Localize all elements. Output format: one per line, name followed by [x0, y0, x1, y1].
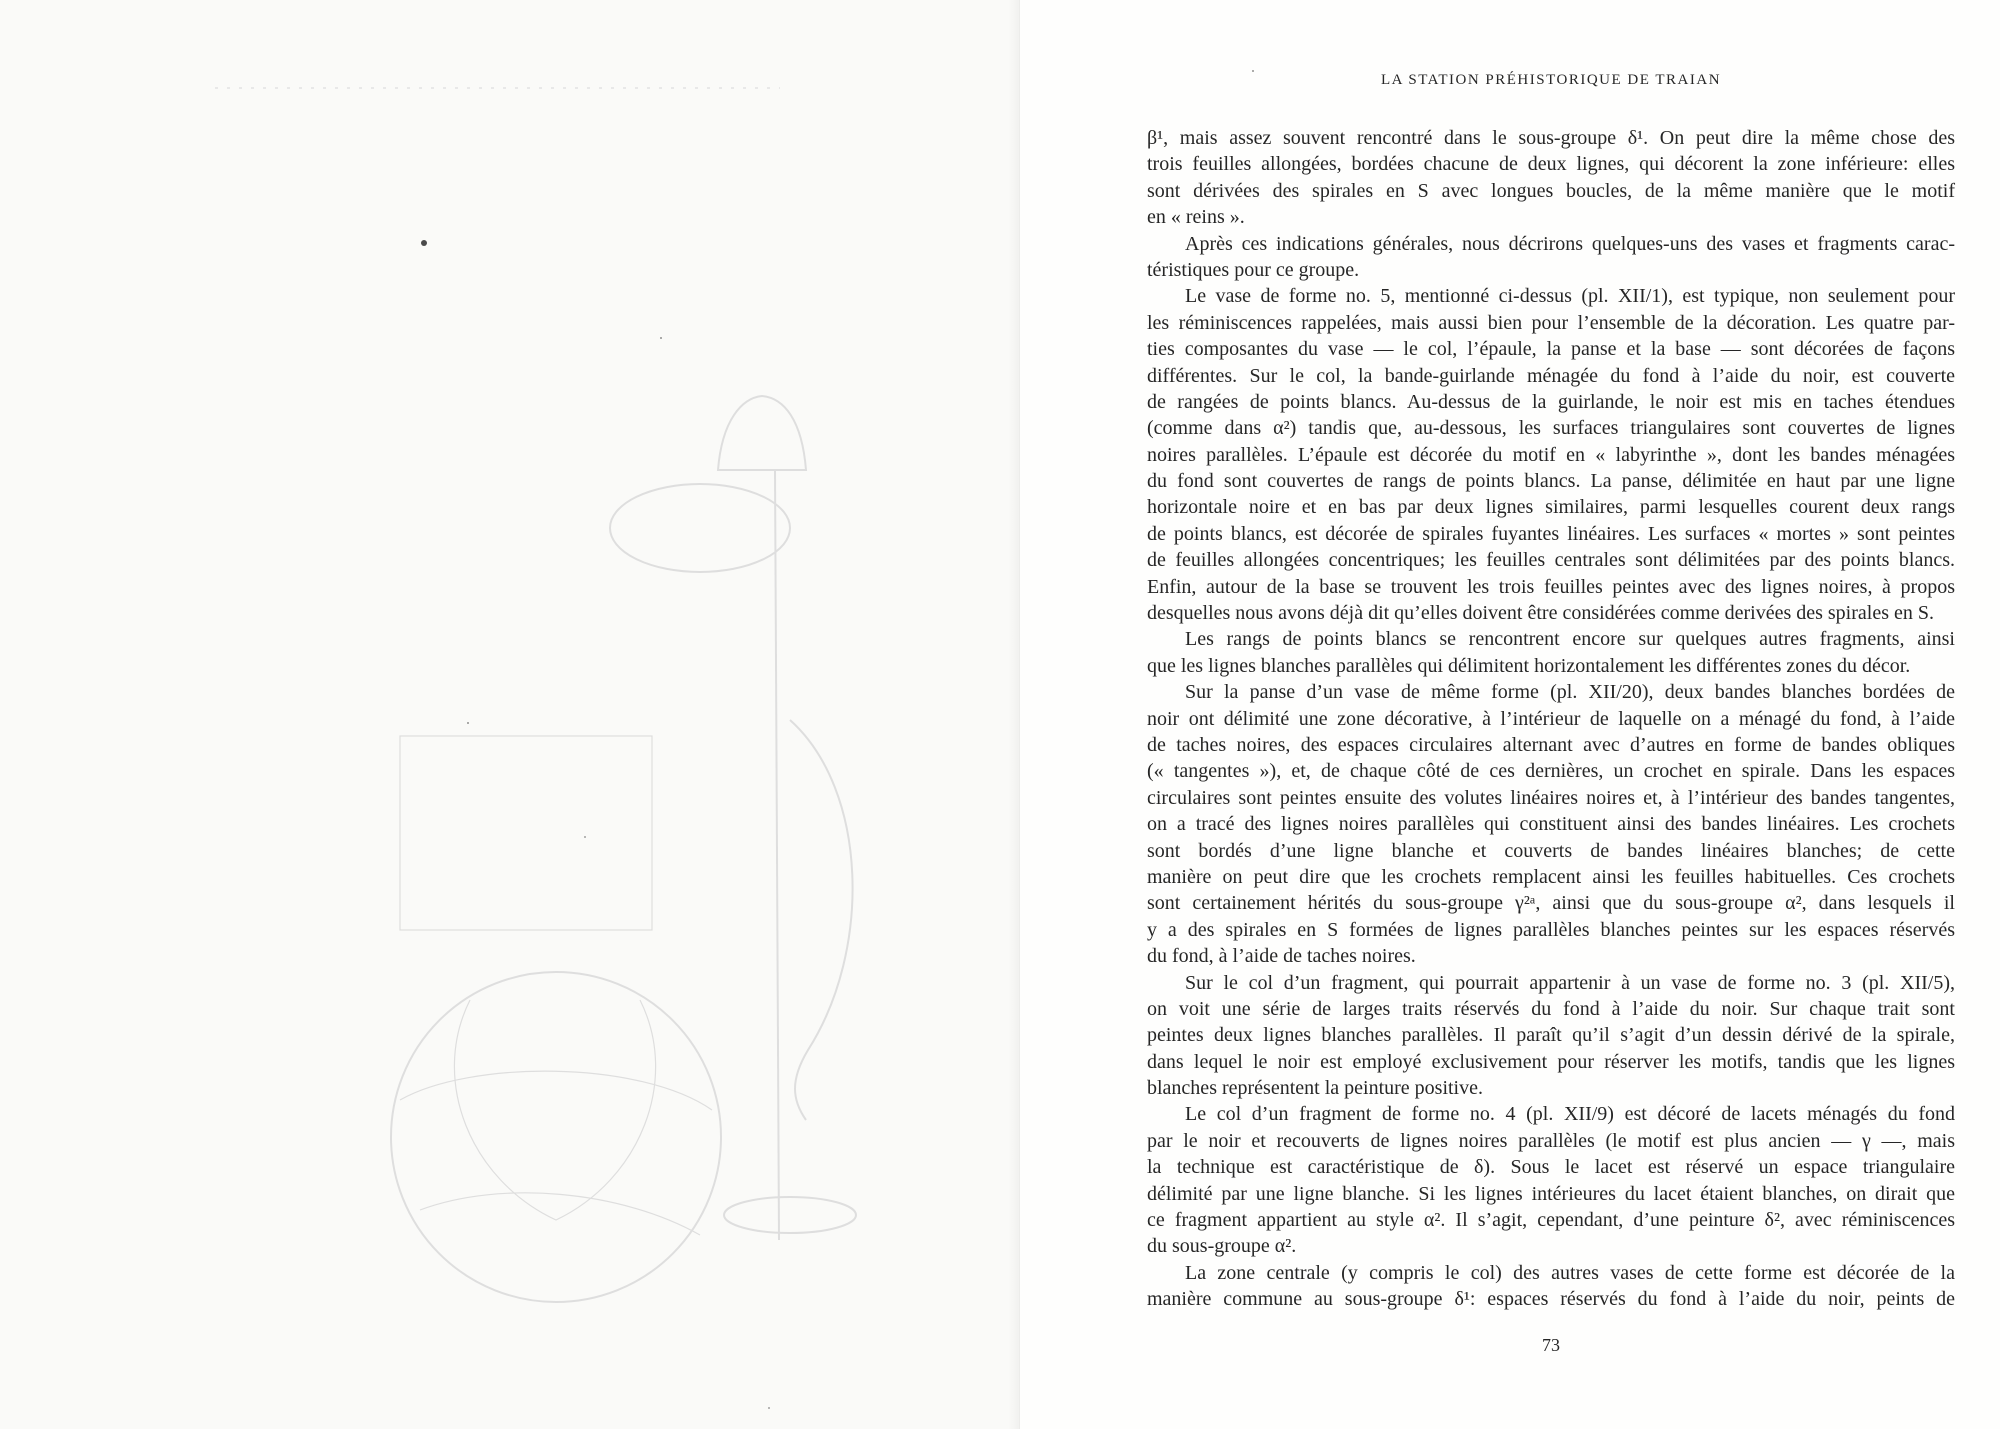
paragraph: [1147, 679, 1955, 969]
text-line: les réminiscences rappelées, mais aussi bien pour l’ensemble de la décoration. Les quatre par-: [1147, 311, 1955, 334]
ink-speck: [584, 836, 586, 838]
text-line: sont dérivées des spirales en S avec longues boucles, de la même manière que le motif: [1147, 179, 1955, 202]
ink-speck: [660, 337, 662, 339]
paragraph: [1147, 283, 1955, 626]
ghost-sphere-band: [400, 1071, 712, 1110]
ghost-cap: [610, 484, 790, 572]
ghost-base: [724, 1197, 856, 1233]
ghost-panel: [400, 736, 652, 930]
text-line: noir ont délimité une zone décorative, à l’intérieur de laquelle on a ménagé du fond, à l’aide: [1147, 707, 1955, 730]
text-line: que les lignes blanches parallèles qui délimitent horizontalement les différentes zones du décor.: [1147, 654, 1911, 677]
text-line: β¹, mais assez souvent rencontré dans le sous-groupe δ¹. On peut dire la même chose des: [1147, 127, 1955, 149]
text-line: différentes. Sur le col, la bande-guirlande ménagée du fond à l’aide du noir, est couverte: [1147, 364, 1955, 387]
text-line: ce fragment appartient au style α². Il s’agit, cependant, d’une peinture δ², avec réminiscences: [1147, 1209, 1955, 1232]
text-line: Enfin, autour de la base se trouvent les trois feuilles peintes avec des lignes noires, à propos: [1147, 575, 1955, 598]
text-line: circulaires sont peintes ensuite des volutes linéaires noires et, à l’intérieur des bandes tangentes,: [1147, 786, 1955, 809]
paragraph: [1147, 125, 1955, 231]
text-line: blanches représentent la peinture positive.: [1147, 1077, 1483, 1100]
text-line: La zone centrale (y compris le col) des autres vases de cette forme est décorée de la: [1185, 1261, 1955, 1284]
text-block: [1147, 125, 1955, 1313]
ghost-sphere-lobe: [454, 1000, 655, 1220]
ghost-dome: [718, 396, 806, 470]
text-line: du sous-groupe α².: [1147, 1235, 1297, 1258]
ink-speck: [768, 1407, 770, 1409]
text-line: dans lequel le noir est employé exclusivement pour réserver les motifs, tandis que les lignes: [1147, 1050, 1955, 1073]
text-line: y a des spirales en S formées de lignes parallèles blanches peintes sur les espaces réservés: [1147, 918, 1955, 941]
ink-speck: [421, 240, 427, 246]
text-line: la technique est caractéristique de δ). Sous le lacet est réservé un espace triangulaire: [1147, 1156, 1955, 1179]
page-number: 73: [1542, 1335, 1560, 1355]
text-line: trois feuilles allongées, bordées chacune de deux lignes, qui décorent la zone inférieure: elles: [1147, 153, 1955, 176]
text-line: manière on peut dire que les crochets remplacent ainsi les feuilles habituelles. Ces crochets: [1147, 865, 1955, 888]
paragraph: [1147, 626, 1955, 679]
text-line: on voit une série de larges traits réservés du fond à l’aide du noir. Sur chaque trait sont: [1147, 997, 1955, 1020]
ink-speck: [467, 722, 469, 724]
text-line: de feuilles allongées concentriques; les feuilles centrales sont délimitées par des points blancs.: [1147, 549, 1955, 572]
text-line: horizontale noire et en bas par deux lignes similaires, parmi lesquelles courent deux rangs: [1147, 496, 1955, 519]
text-line: du fond sont couvertes de rangs de points blancs. La panse, délimitée en haut par une ligne: [1147, 470, 1955, 493]
paragraph: [1147, 970, 1955, 1102]
text-line: de taches noires, des espaces circulaires alternant avec d’autres en forme de bandes obliques: [1147, 733, 1955, 756]
text-line: Sur la panse d’un vase de même forme (pl. XII/20), deux bandes blanches bordées de: [1185, 681, 1955, 704]
text-line: desquelles nous avons déjà dit qu’elles doivent être considérées comme derivées des spirales en S.: [1147, 602, 1934, 625]
text-line: téristiques pour ce groupe.: [1147, 258, 1360, 281]
text-line: de points blancs, est décorée de spirales fuyantes linéaires. Les surfaces « mortes » sont peintes: [1147, 522, 1955, 545]
text-line: peintes deux lignes blanches parallèles. Il paraît qu’il s’agit d’un dessin dérivé de la spirale,: [1147, 1024, 1955, 1047]
text-line: (« tangentes »), et, de chaque côté de ces dernières, un crochet en spirale. Dans les espaces: [1147, 760, 1955, 783]
text-line: sont bordés d’une ligne blanche et couverts de bandes linéaires blanches; de cette: [1147, 839, 1955, 862]
text-line: sont certainement hérités du sous-groupe γ²ᵃ, ainsi que du sous-groupe α², dans lesquels il: [1147, 892, 1955, 915]
text-line: de rangées de points blancs. Au-dessus de la guirlande, le noir est mis en taches étendues: [1147, 390, 1955, 413]
text-line: par le noir et recouverts de lignes noires parallèles (le motif est plus ancien — γ —, mais: [1147, 1129, 1955, 1152]
ghost-sphere: [391, 972, 721, 1302]
text-line: ties composantes du vase — le col, l’épaule, la panse et la base — sont décorées de façons: [1147, 338, 1955, 361]
ghost-stem: [775, 470, 779, 1240]
paragraph: [1147, 1101, 1955, 1259]
text-line: Le vase de forme no. 5, mentionné ci-dessus (pl. XII/1), est typique, non seulement pour: [1185, 285, 1955, 308]
text-line: noires parallèles. L’épaule est décorée du motif en « labyrinthe », dont les bandes ménagées: [1147, 443, 1955, 466]
text-line: (comme dans α²) tandis que, au-dessous, les surfaces triangulaires sont couvertes de lignes: [1147, 417, 1955, 440]
text-line: du fond, à l’aide de taches noires.: [1147, 945, 1416, 968]
paragraph: [1147, 231, 1955, 284]
text-line: on a tracé des lignes noires parallèles qui constituent ainsi des bandes linéaires. Les crochets: [1147, 813, 1955, 836]
text-line: Après ces indications générales, nous décrirons quelques-uns des vases et fragments carac-: [1185, 232, 1955, 255]
text-line: délimité par une ligne blanche. Si les lignes intérieures du lacet étaient blanches, on dirait que: [1147, 1182, 1955, 1205]
text-line: manière commune au sous-groupe δ¹: espaces réservés du fond à l’aide du noir, peints de: [1147, 1288, 1955, 1311]
running-head: LA STATION PRÉHISTORIQUE DE TRAIAN: [1380, 72, 1722, 88]
text-line: Sur le col d’un fragment, qui pourrait appartenir à un vase de forme no. 3 (pl. XII/5),: [1185, 971, 1955, 994]
text-line: Le col d’un fragment de forme no. 4 (pl. XII/9) est décoré de lacets ménagés du fond: [1185, 1103, 1955, 1126]
paragraph: [1147, 1260, 1955, 1313]
ghost-handle: [790, 720, 853, 1120]
text-line: en « reins ».: [1147, 206, 1245, 229]
text-line: Les rangs de points blancs se rencontrent encore sur quelques autres fragments, ainsi: [1185, 628, 1955, 651]
ghost-sphere-band: [420, 1193, 700, 1235]
